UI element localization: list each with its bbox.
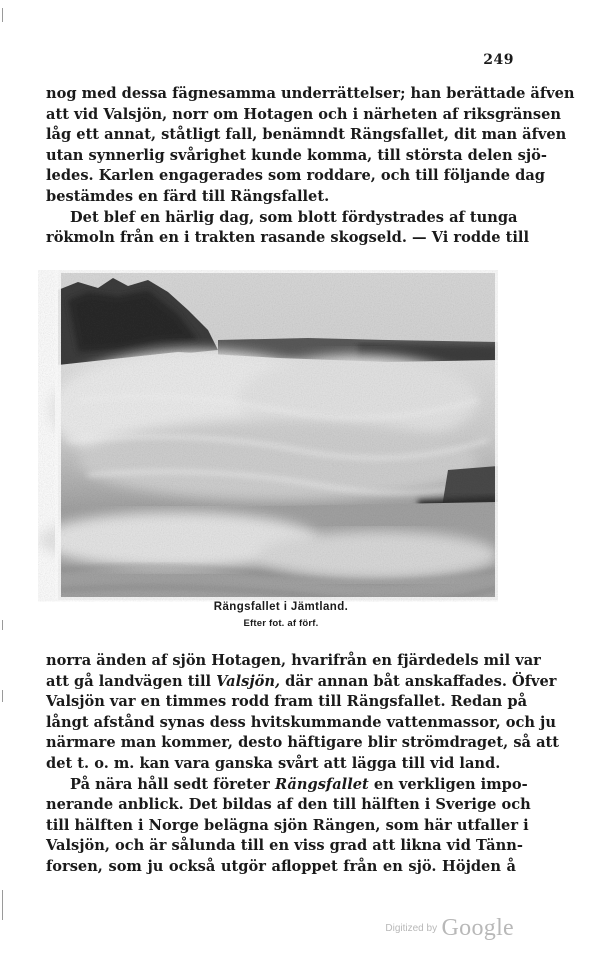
text-line: långt afstånd synas dess hvitskummande vattenmassor, och ju bbox=[46, 713, 556, 731]
text-line: utan synnerlig svårighet kunde komma, till största delen sjö- bbox=[46, 146, 547, 164]
place-name-valsjon: Valsjön, bbox=[216, 672, 281, 690]
digitized-by-google-watermark bbox=[385, 915, 514, 942]
scan-edge-mark bbox=[2, 690, 3, 702]
text-line: forsen, som ju också utgör afloppet från en sjö. Höjden å bbox=[46, 857, 516, 875]
text-line: att vid Valsjön, norr om Hotagen och i närheten af riksgränsen bbox=[46, 105, 562, 123]
text-line: till hälften i Norge belägna sjön Rängen, som här utfaller i bbox=[46, 816, 529, 834]
text-line: ledes. Karlen engagerades som roddare, och till följande dag bbox=[46, 167, 546, 185]
waterfall-photograph bbox=[58, 270, 498, 600]
scan-edge-mark bbox=[2, 890, 3, 920]
figure-caption: Rängsfallet i Jämtland. bbox=[213, 601, 349, 613]
text-line: rökmoln från en i trakten rasande skogseld. — Vi rodde till bbox=[46, 229, 529, 247]
text-line: Valsjön, och är sålunda till en viss grad att likna vid Tänn- bbox=[46, 837, 523, 855]
text-line: Valsjön var en timmes rodd fram till Rängsfallet. Redan på bbox=[46, 693, 528, 711]
bottom-paragraphs bbox=[46, 651, 560, 878]
text-line: norra änden af sjön Hotagen, hvarifrån en fjärdedels mil var bbox=[46, 652, 541, 669]
place-name-rangsfallet: Rängsfallet bbox=[274, 775, 369, 793]
top-paragraphs bbox=[46, 84, 575, 249]
google-logo: Google bbox=[441, 915, 514, 941]
text-line: nog med dessa fägnesamma underrättelser; han berättade äfven bbox=[46, 85, 575, 102]
text-line: att gå landvägen till Valsjön, där annan båt anskaffades. Öfver bbox=[46, 672, 557, 690]
watermark-prefix: Digitized by bbox=[385, 923, 438, 934]
text-line: låg ett annat, ståtligt fall, benämndt Rängsfallet, dit man äfven bbox=[46, 126, 567, 144]
text-line: det t. o. m. kan vara ganska svårt att lägga till vid land. bbox=[46, 754, 501, 772]
figure-credit: Efter fot. af förf. bbox=[243, 618, 319, 629]
scan-edge-mark bbox=[2, 8, 3, 22]
text-line: nerande anblick. Det bildas af den till hälften i Sverige och bbox=[46, 796, 531, 814]
text-line: Det blef en härlig dag, som blott fördystrades af tunga bbox=[70, 208, 518, 226]
text-line: närmare man kommer, desto häftigare blir strömdraget, så att bbox=[46, 734, 560, 752]
text-line: På nära håll sedt företer Rängsfallet en verkligen impo- bbox=[70, 775, 528, 793]
page-number: 249 bbox=[483, 52, 514, 68]
text-line: bestämdes en färd till Rängsfallet. bbox=[46, 187, 330, 205]
scan-edge-mark bbox=[2, 620, 3, 630]
